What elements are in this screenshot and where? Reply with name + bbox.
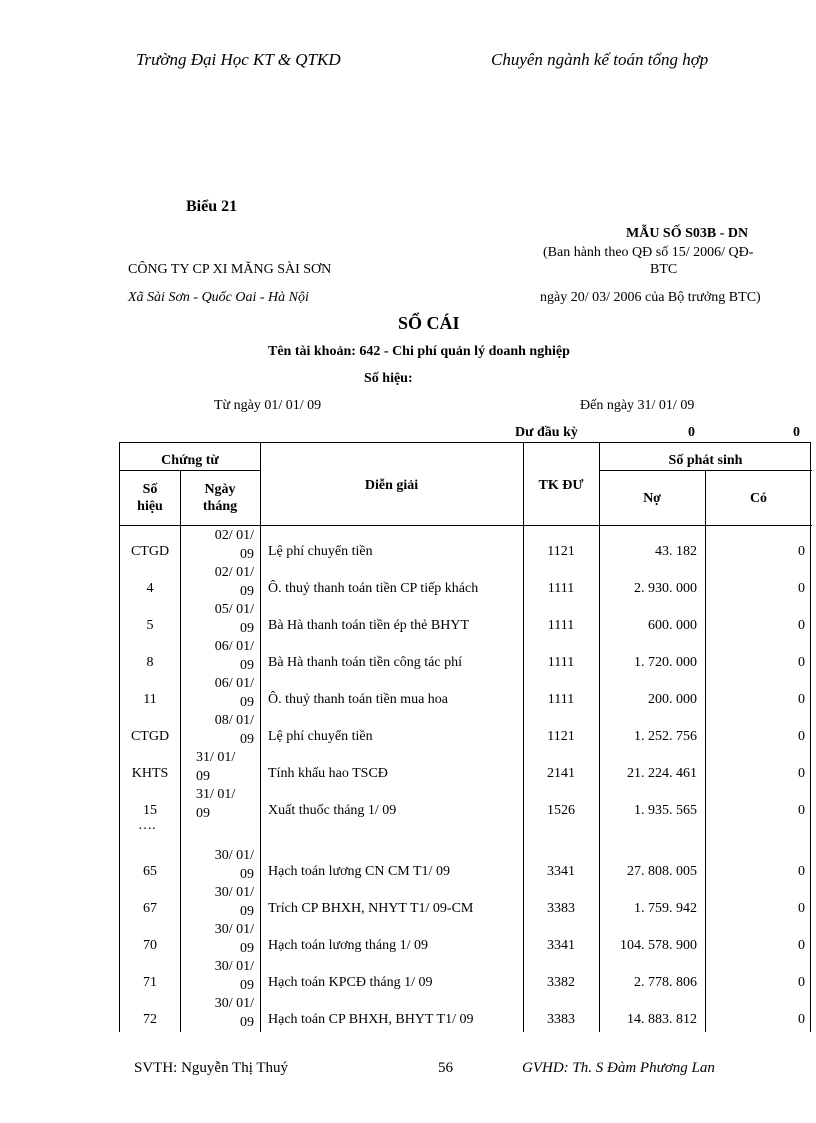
header-school: Trường Đại Học KT & QTKD (136, 50, 341, 69)
footer-supervisor: GVHD: Th. S Đàm Phương Lan (522, 1060, 715, 1076)
row-description: Ô. thuỷ thanh toán tiền CP tiếp khách (268, 581, 479, 596)
table-row (120, 885, 812, 922)
row-date: 09 (240, 584, 254, 599)
row-no: 67 (143, 901, 157, 916)
row-date: 09 (240, 547, 254, 562)
opening-balance-label: Dư đầu kỳ (515, 425, 578, 440)
header-voucher: Chứng từ (161, 453, 219, 468)
row-date: 30/ 01/ (214, 922, 254, 937)
header-account: TK ĐƯ (538, 478, 584, 493)
table-row (120, 565, 812, 602)
row-date: 02/ 01/ (214, 528, 254, 543)
row-account: 3341 (547, 938, 575, 953)
form-issued-line1: (Ban hành theo QĐ số 15/ 2006/ QĐ- (543, 245, 754, 260)
header-debit: Nợ (643, 491, 661, 506)
row-debit: 200. 000 (648, 692, 697, 707)
row-ellipsis: …. (138, 818, 156, 833)
table-row (120, 848, 812, 885)
row-date: 09 (240, 1015, 254, 1030)
row-credit: 0 (798, 975, 805, 990)
row-date: 30/ 01/ (214, 996, 254, 1011)
row-account: 1111 (547, 581, 575, 596)
ledger-table (119, 442, 811, 1032)
page-title: SỔ CÁI (398, 313, 460, 333)
opening-balance-debit: 0 (688, 425, 695, 440)
row-date: 08/ 01/ (214, 713, 254, 728)
row-date: 09 (240, 621, 254, 636)
row-debit: 1. 935. 565 (634, 803, 697, 818)
company-address: Xã Sài Sơn - Quốc Oai - Hà Nội (128, 290, 309, 305)
row-date: 09 (240, 658, 254, 673)
table-row (120, 528, 812, 565)
table-row (120, 602, 812, 639)
header-no-line1: Số (142, 482, 158, 497)
row-debit: 104. 578. 900 (620, 938, 697, 953)
row-date: 30/ 01/ (214, 885, 254, 900)
row-date: 09 (196, 769, 210, 784)
header-date-line2: tháng (202, 499, 238, 514)
row-description: Lệ phí chuyển tiền (268, 544, 373, 559)
row-description: Xuất thuốc tháng 1/ 09 (268, 803, 397, 818)
period-from: Từ ngày 01/ 01/ 09 (214, 398, 322, 413)
footer-page-number: 56 (438, 1060, 453, 1076)
row-no: KHTS (131, 766, 169, 781)
row-account: 3383 (547, 1012, 575, 1027)
row-description: Hạch toán CP BHXH, BHYT T1/ 09 (268, 1012, 474, 1027)
row-account: 2141 (547, 766, 575, 781)
form-label: Biểu 21 (186, 198, 238, 215)
row-account: 1111 (547, 692, 575, 707)
row-description: Hạch toán lương tháng 1/ 09 (268, 938, 429, 953)
grid-line (599, 470, 812, 471)
header-credit: Có (749, 491, 768, 506)
row-credit: 0 (798, 803, 805, 818)
row-debit: 27. 808. 005 (627, 864, 697, 879)
row-date: 30/ 01/ (214, 959, 254, 974)
form-code: MẪU SỐ S03B - DN (626, 226, 749, 241)
table-row (120, 996, 812, 1033)
row-account: 1121 (547, 544, 575, 559)
row-date: 31/ 01/ (196, 787, 236, 802)
footer-student: SVTH: Nguyễn Thị Thuý (134, 1060, 289, 1076)
row-account: 1121 (547, 729, 575, 744)
header-major: Chuyên ngành kế toán tổng hợp (491, 50, 709, 69)
grid-line (120, 525, 812, 526)
row-date: 31/ 01/ (196, 750, 236, 765)
row-debit: 43. 182 (655, 544, 697, 559)
row-date: 09 (240, 732, 254, 747)
row-credit: 0 (798, 581, 805, 596)
header-date-line1: Ngày (204, 482, 236, 497)
table-row (120, 818, 812, 842)
row-debit: 1. 720. 000 (634, 655, 697, 670)
row-date: 06/ 01/ (214, 676, 254, 691)
row-credit: 0 (798, 729, 805, 744)
header-description: Diễn giải (364, 478, 419, 493)
row-no: 8 (146, 655, 154, 670)
row-no: 65 (143, 864, 157, 879)
row-debit: 600. 000 (648, 618, 697, 633)
account-label: Tên tài khoản: 642 - Chi phí quản lý doanh nghiệp (268, 344, 570, 359)
row-account: 3382 (547, 975, 575, 990)
row-account: 3383 (547, 901, 575, 916)
row-date: 09 (240, 941, 254, 956)
row-account: 3341 (547, 864, 575, 879)
row-credit: 0 (798, 655, 805, 670)
row-debit: 2. 778. 806 (634, 975, 697, 990)
form-issued-line3: ngày 20/ 03/ 2006 của Bộ trưởng BTC) (540, 290, 761, 305)
row-no: 4 (146, 581, 154, 596)
row-debit: 1. 759. 942 (634, 901, 697, 916)
row-description: Hạch toán KPCĐ tháng 1/ 09 (268, 975, 433, 990)
row-date: 09 (240, 904, 254, 919)
row-date: 06/ 01/ (214, 639, 254, 654)
table-row (120, 922, 812, 959)
row-credit: 0 (798, 692, 805, 707)
row-account: 1111 (547, 655, 575, 670)
row-debit: 1. 252. 756 (634, 729, 697, 744)
opening-balance-credit: 0 (793, 425, 800, 440)
period-to: Đến ngày 31/ 01/ 09 (580, 398, 695, 413)
row-date: 05/ 01/ (214, 602, 254, 617)
row-date: 09 (196, 806, 210, 821)
row-date: 09 (240, 695, 254, 710)
form-issued-line2: BTC (650, 262, 678, 277)
row-no: 70 (143, 938, 157, 953)
header-no-line2: hiệu (137, 499, 163, 514)
row-credit: 0 (798, 901, 805, 916)
row-no: 11 (143, 692, 157, 707)
row-date: 09 (240, 867, 254, 882)
row-description: Tính khấu hao TSCĐ (268, 766, 388, 781)
table-row (120, 676, 812, 713)
row-credit: 0 (798, 766, 805, 781)
row-date: 02/ 01/ (214, 565, 254, 580)
row-debit: 14. 883. 812 (627, 1012, 697, 1027)
row-date: 09 (240, 978, 254, 993)
row-no: 15 (143, 803, 157, 818)
header-amount: Số phát sinh (668, 453, 743, 468)
row-no: 71 (143, 975, 157, 990)
table-row (120, 750, 812, 787)
row-debit: 2. 930. 000 (634, 581, 697, 596)
table-row (120, 639, 812, 676)
row-date: 30/ 01/ (214, 848, 254, 863)
row-no: 5 (146, 618, 154, 633)
account-code-label: Số hiệu: (364, 371, 413, 386)
company-name: CÔNG TY CP XI MĂNG SÀI SƠN (128, 262, 332, 277)
row-debit: 21. 224. 461 (627, 766, 697, 781)
row-no: CTGD (130, 544, 170, 559)
row-description: Trích CP BHXH, NHYT T1/ 09-CM (268, 901, 474, 916)
table-row (120, 959, 812, 996)
grid-line (120, 470, 260, 471)
row-credit: 0 (798, 1012, 805, 1027)
row-credit: 0 (798, 618, 805, 633)
row-credit: 0 (798, 864, 805, 879)
row-description: Bà Hà thanh toán tiền ép thẻ BHYT (268, 618, 470, 633)
row-description: Hạch toán lương CN CM T1/ 09 (268, 864, 450, 879)
row-description: Lệ phí chuyển tiền (268, 729, 373, 744)
row-account: 1111 (547, 618, 575, 633)
row-credit: 0 (798, 938, 805, 953)
row-no: 72 (143, 1012, 157, 1027)
row-description: Ô. thuỷ thanh toán tiền mua hoa (268, 692, 449, 707)
row-description: Bà Hà thanh toán tiền công tác phí (268, 655, 462, 670)
row-no: CTGD (130, 729, 170, 744)
row-account: 1526 (547, 803, 575, 818)
row-credit: 0 (798, 544, 805, 559)
table-row (120, 713, 812, 750)
